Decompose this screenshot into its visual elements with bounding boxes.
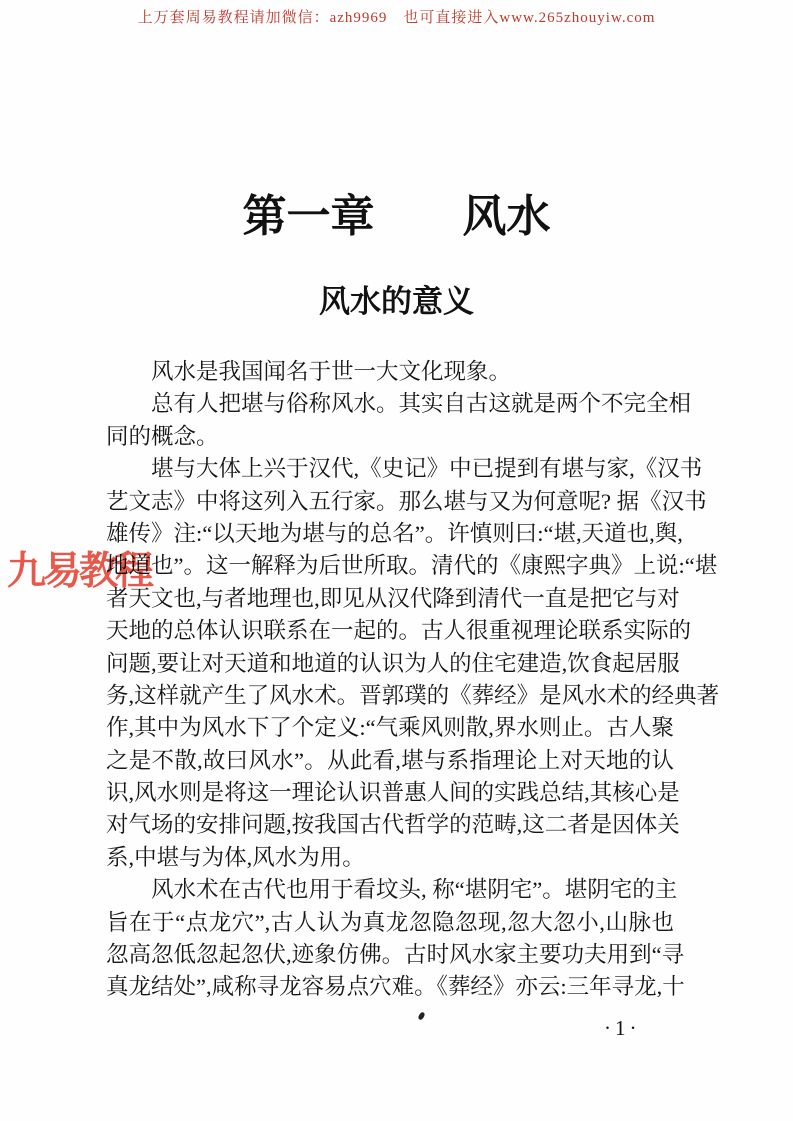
promo-header-text: 上万套周易教程请加微信：azh9969 也可直接进入www.265zhouyiw.com (137, 10, 656, 26)
body-line: 天地的总体认识联系在一起的。古人很重视理论联系实际的 (106, 618, 692, 644)
body-line: 之是不散,故曰风水”。从此看,堪与系指理论上对天地的认 (106, 747, 674, 773)
body-line: 旨在于“点龙穴”,古人认为真龙忽隐忽现,忽大忽小,山脉也 (106, 909, 674, 935)
body-line: 问题,要让对天道和地道的认识为人的住宅建造,饮食起居服 (106, 650, 680, 676)
body-line: 风水术在古代也用于看坟头, 称“堪阴宅”。堪阴宅的主 (151, 877, 678, 903)
body-line: 者天文也,与者地理也,即见从汉代降到清代一直是把它与对 (106, 585, 680, 611)
body-line: 识,风水则是将这一理论认识普惠人间的实践总结,其核心是 (106, 780, 680, 806)
body-line: 堪与大体上兴于汉代,《史记》中已提到有堪与家,《汉书 (151, 456, 703, 482)
ink-speck (418, 1011, 426, 1020)
chapter-title: 第一章 风水 (242, 192, 551, 241)
body-line: 雄传》注:“以天地为堪与的总名”。许慎则曰:“堪,天道也,舆, (106, 520, 683, 546)
body-line: 地道也”。这一解释为后世所取。清代的《康熙字典》上说:“堪 (106, 553, 718, 579)
body-line: 真龙结处”,咸称寻龙容易点穴难。《葬经》亦云:三年寻龙,十 (106, 974, 685, 1000)
watermark-text: 九易教程 (7, 550, 152, 593)
body-line: 总有人把堪与俗称风水。其实自古这就是两个不完全相 (151, 391, 692, 417)
page-number: ·1· (604, 1016, 641, 1040)
body-line: 同的概念。 (106, 423, 219, 449)
body-line: 系,中堪与为体,风水为用。 (106, 844, 365, 870)
body-line: 风水是我国闻名于世一大文化现象。 (151, 359, 512, 384)
body-line: 作,其中为风水下了个定义:“气乘风则散,界水则止。古人聚 (106, 715, 674, 741)
body-text (106, 356, 720, 1004)
body-line: 务,这样就产生了风水术。晋郭璞的《葬经》是风水术的经典著 (106, 682, 720, 708)
section-title: 风水的意义 (319, 284, 474, 319)
body-line: 忽高忽低忽起忽伏,迹象仿佛。古时风水家主要功夫用到“寻 (106, 942, 685, 968)
body-line: 对气场的安排问题,按我国古代哲学的范畴,这二者是因体关 (106, 812, 680, 838)
body-line: 艺文志》中将这列入五行家。那么堪与又为何意呢? 据《汉书 (106, 488, 707, 514)
